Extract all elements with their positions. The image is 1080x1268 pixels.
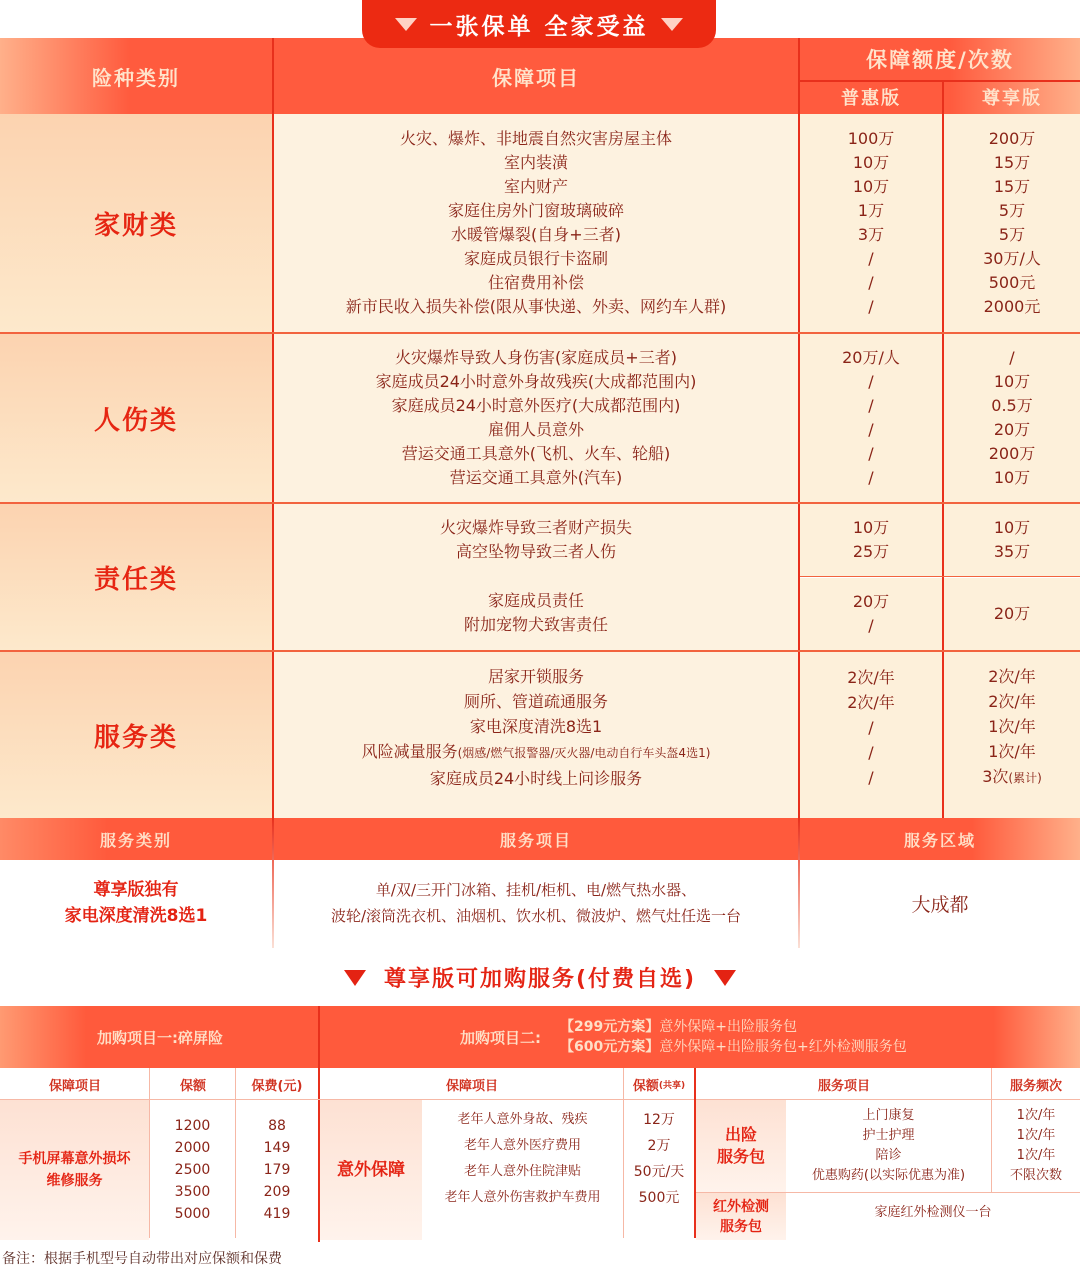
value: 5万 (998, 201, 1026, 220)
item: 居家开锁服务 (487, 666, 584, 686)
basic-values-service (800, 652, 942, 818)
item: 家电深度清洗8选1 (469, 716, 603, 736)
value: 0.5万 (991, 396, 1033, 415)
value: 10万 (852, 153, 890, 172)
th-amount (624, 1068, 694, 1100)
basic-values-property (800, 114, 942, 332)
plan-desc: 意外保障+出险服务包 (659, 1019, 797, 1035)
value (982, 764, 1042, 791)
items-liability-b (274, 576, 798, 650)
value-main: 3次 (982, 766, 1009, 786)
value: / (868, 717, 874, 737)
header-plan-premium: 尊享版 (982, 88, 1042, 109)
value: 419 (263, 1206, 291, 1222)
claim-service-items (786, 1100, 991, 1192)
value: 1次/年 (988, 716, 1036, 736)
value: / (868, 249, 874, 268)
service-area-cell (800, 860, 1080, 946)
claim-service-freq (992, 1100, 1080, 1192)
plan-299 (560, 1017, 797, 1037)
value: 3万 (857, 225, 885, 244)
addon-header (0, 1006, 1080, 1068)
plan-tag: 【299元方案】 (560, 1019, 660, 1035)
footnote: 备注：根据手机型号自动带出对应保额和保费 (2, 1251, 282, 1267)
accident-amounts (624, 1100, 694, 1218)
item: 高空坠物导致三者人伤 (455, 542, 616, 561)
category-property: 家财类 (0, 114, 272, 332)
header-service-area: 服务区域 (903, 830, 976, 850)
th-premium: 保费(元) (251, 1078, 303, 1094)
item: 老年人意外伤害救护车费用 (444, 1190, 601, 1205)
value: / (868, 273, 874, 292)
value: 5万 (998, 225, 1026, 244)
basic-values-liability-a (800, 504, 942, 576)
value: 2次/年 (847, 692, 895, 712)
value: / (868, 444, 874, 463)
value: 10万 (993, 468, 1031, 487)
value: / (868, 468, 874, 487)
header-amount: 保障额度/次数 (866, 48, 1014, 72)
value: 50元/天 (633, 1164, 685, 1180)
divider (800, 576, 1080, 577)
item: 厕所、管道疏通服务 (463, 691, 608, 711)
triangle-down-icon (344, 970, 366, 986)
value: 100万 (847, 129, 895, 148)
addon1-title: 加购项目一:碎屏险 (97, 1028, 223, 1047)
items-property (274, 114, 798, 332)
ir-service-item: 家庭红外检测仪一台 (874, 1205, 992, 1220)
text: 家电深度清洗8选1 (64, 906, 208, 926)
items-service (274, 652, 798, 818)
value: 20万/人 (842, 348, 900, 367)
value: 500元 (988, 273, 1036, 292)
value: 2500 (174, 1162, 211, 1178)
value: 30万/人 (983, 249, 1041, 268)
text: 服务包 (716, 1147, 765, 1166)
value: 不限次数 (1009, 1168, 1062, 1183)
value: 12万 (643, 1112, 675, 1128)
accident-label: 意外保障 (320, 1100, 422, 1240)
item: 营运交通工具意外(飞机、火车、轮船) (401, 444, 671, 463)
addon-title-text: 尊享版可加购服务(付费自选) (383, 967, 697, 992)
value: / (868, 396, 874, 415)
main-table-header (0, 38, 1080, 114)
text: 维修服务 (46, 1173, 103, 1189)
category-liability: 责任类 (0, 504, 272, 650)
text: 大成都 (911, 893, 969, 916)
value: / (868, 297, 874, 316)
th-amount: 保额 (179, 1078, 206, 1094)
item: 水暖管爆裂(自身+三者) (451, 225, 621, 244)
plan-desc: 意外保障+出险服务包+红外检测服务包 (659, 1039, 907, 1055)
item: 新市民收入损失补偿(限从事快递、外卖、网约车人群) (345, 297, 727, 316)
addon2-plans (560, 1006, 1080, 1068)
items-injury (274, 334, 798, 502)
item: 老年人意外身故、残疾 (457, 1112, 588, 1127)
item: 老年人意外住院津贴 (463, 1164, 581, 1179)
header-service-category: 服务类别 (99, 830, 172, 850)
item: 火灾、爆炸、非地震自然灾害房屋主体 (399, 129, 672, 148)
value: 209 (263, 1184, 291, 1200)
item: 火灾爆炸导致人身伤害(家庭成员+三者) (395, 348, 677, 367)
value: 20万 (993, 420, 1031, 439)
value: 25万 (852, 542, 890, 561)
header-category: 险种类别 (92, 65, 180, 90)
premium-values-service (944, 652, 1080, 818)
value: 2000元 (983, 297, 1041, 316)
value: 3500 (174, 1184, 211, 1200)
th-service: 服务项目 (817, 1078, 870, 1094)
value: 15万 (993, 153, 1031, 172)
value: 149 (263, 1140, 291, 1156)
item: 住宿费用补偿 (487, 273, 584, 292)
value: / (868, 742, 874, 762)
service-items-cell (274, 860, 798, 946)
premium-values-injury (944, 334, 1080, 502)
premium-values-property (944, 114, 1080, 332)
text-note: (共享) (658, 1080, 686, 1091)
item: 家庭成员24小时线上问诊服务 (429, 768, 643, 788)
addon-section-title (0, 962, 1080, 993)
value-note: (累计) (1008, 770, 1042, 785)
item: 室内装潢 (503, 153, 568, 172)
value: / (868, 767, 874, 787)
triangle-down-icon (714, 970, 736, 986)
value: 200万 (988, 129, 1036, 148)
divider (800, 80, 1080, 82)
value: 1次/年 (1016, 1108, 1056, 1123)
value: / (868, 372, 874, 391)
item: 雇佣人员意外 (487, 420, 584, 439)
th-item: 保障项目 (48, 1078, 101, 1094)
value: 1次/年 (1016, 1128, 1056, 1143)
basic-values-injury (800, 334, 942, 502)
item: 家庭成员银行卡盗刷 (463, 249, 608, 268)
value: / (868, 616, 874, 635)
value: 20万 (993, 604, 1031, 623)
item-label: 风险减量服务 (361, 741, 458, 761)
text: 红外检测 (713, 1198, 769, 1215)
value: / (1009, 348, 1015, 367)
plan-600 (560, 1037, 907, 1057)
triangle-down-icon (661, 18, 683, 31)
screen-insurance-premiums (236, 1100, 318, 1240)
header-plan-basic: 普惠版 (841, 88, 901, 109)
category-service: 服务类 (0, 652, 272, 818)
items-liability-a (274, 504, 798, 576)
value: 2次/年 (988, 691, 1036, 711)
claim-service-label (696, 1100, 786, 1192)
value: 500元 (638, 1190, 680, 1206)
item: 护士护理 (862, 1128, 915, 1143)
text: 服务包 (720, 1218, 762, 1235)
banner-title: 一张保单 全家受益 (429, 13, 649, 40)
item: 优惠购药(以实际优惠为准) (811, 1168, 966, 1183)
value: 5000 (174, 1206, 211, 1222)
top-banner (362, 0, 716, 48)
header-items: 保障项目 (492, 65, 580, 90)
header-service-items: 服务项目 (499, 830, 572, 850)
value: / (868, 420, 874, 439)
item (362, 739, 711, 766)
plan-tag: 【600元方案】 (560, 1039, 660, 1055)
premium-values-liability-b (944, 578, 1080, 650)
value: 2次/年 (847, 667, 895, 687)
basic-values-liability-b (800, 578, 942, 650)
service-table-header (0, 818, 1080, 860)
text: 手机屏幕意外损坏 (18, 1151, 131, 1167)
premium-values-liability-a (944, 504, 1080, 576)
value: 35万 (993, 542, 1031, 561)
screen-insurance-amounts (150, 1100, 235, 1240)
th-item: 保障项目 (445, 1078, 498, 1094)
screen-insurance-item (0, 1100, 149, 1240)
value: 10万 (993, 518, 1031, 537)
item: 家庭成员责任 (487, 591, 584, 610)
item: 火灾爆炸导致三者财产损失 (439, 518, 632, 537)
item-note: (烟感/燃气报警器/灭火器/电动自行车头盔4选1) (457, 745, 711, 760)
text: 尊享版独有 (93, 880, 179, 900)
item: 陪诊 (875, 1148, 902, 1163)
item: 上门康复 (862, 1108, 915, 1123)
value: 10万 (852, 518, 890, 537)
value: 1万 (857, 201, 885, 220)
value: 1200 (174, 1118, 211, 1134)
item: 室内财产 (503, 177, 568, 196)
item: 家庭成员24小时意外身故残疾(大成都范围内) (375, 372, 697, 391)
accident-items (422, 1100, 623, 1218)
ir-service-label (696, 1193, 786, 1240)
item: 老年人意外医疗费用 (463, 1138, 581, 1153)
category-injury: 人伤类 (0, 334, 272, 502)
value: 88 (268, 1118, 286, 1134)
value: 10万 (993, 372, 1031, 391)
value: 2万 (647, 1138, 671, 1154)
value: 20万 (852, 592, 890, 611)
value: 10万 (852, 177, 890, 196)
value: 15万 (993, 177, 1031, 196)
addon2-title: 加购项目二: (460, 1028, 541, 1047)
value: 200万 (988, 444, 1036, 463)
item: 附加宠物犬致害责任 (463, 615, 608, 634)
value: 2次/年 (988, 666, 1036, 686)
text: 保额 (632, 1078, 659, 1094)
value: 1次/年 (988, 741, 1036, 761)
triangle-down-icon (395, 18, 417, 31)
item: 营运交通工具意外(汽车) (449, 468, 623, 487)
value: 2000 (174, 1140, 211, 1156)
value: 179 (263, 1162, 291, 1178)
text: 波轮/滚筒洗衣机、油烟机、饮水机、微波炉、燃气灶任选一台 (330, 907, 742, 925)
th-freq: 服务频次 (1009, 1078, 1062, 1094)
text: 单/双/三开门冰箱、挂机/柜机、电/燃气热水器、 (375, 881, 697, 899)
text: 出险 (724, 1125, 757, 1144)
value: 1次/年 (1016, 1148, 1056, 1163)
item: 家庭住房外门窗玻璃破碎 (447, 201, 624, 220)
item: 家庭成员24小时意外医疗(大成都范围内) (391, 396, 681, 415)
service-category-cell (0, 860, 272, 946)
